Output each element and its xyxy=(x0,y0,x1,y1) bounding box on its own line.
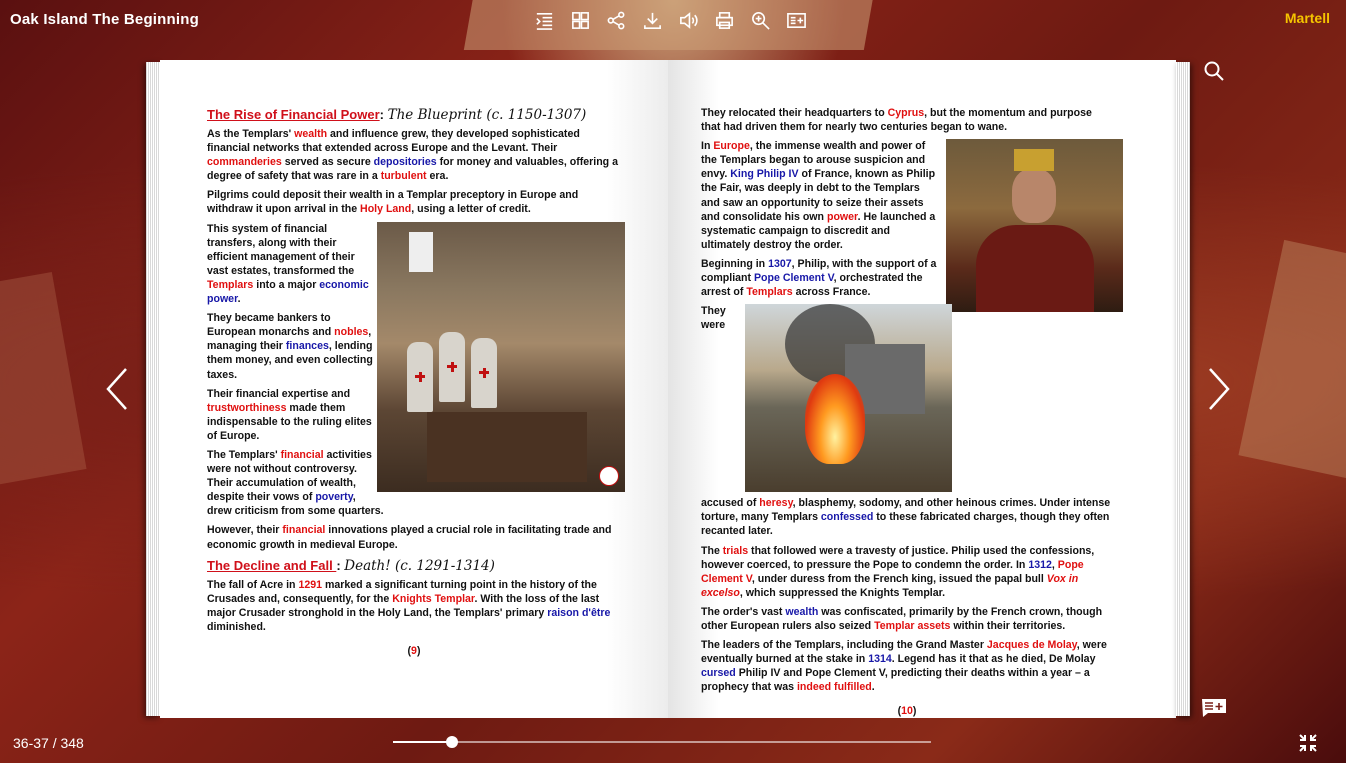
download-icon[interactable] xyxy=(640,8,665,33)
paragraph: The trials that followed were a travesty of justice. Philip used the confessions, however coerced, to pressure the Pope to condemn the order. In 1312, Pope Clement V, under duress from the French king, issued the papal bull Vox in excelso, which suppressed the Knights Templar. xyxy=(701,544,1095,599)
comment-icon[interactable] xyxy=(1201,698,1227,718)
heading-subtitle: Death! (c. 1291-1314) xyxy=(344,557,495,574)
sound-icon[interactable] xyxy=(676,8,701,33)
share-icon[interactable] xyxy=(604,8,629,33)
paragraph: The order's vast wealth was confiscated, primarily by the French crown, though other European rulers also seized Templar assets within their territories. xyxy=(701,605,1103,632)
search-icon[interactable] xyxy=(1203,60,1225,82)
page-indicator: 36-37 / 348 xyxy=(13,735,84,751)
print-icon[interactable] xyxy=(712,8,737,33)
paragraph: The fall of Acre in 1291 marked a significant turning point in the history of the Crusades and, consequently, for the Knights Templar. With the loss of the last major Crusader stronghold in the Holy Land, the Templars' primary raison d'être diminished. xyxy=(207,578,611,633)
page-number: (9) xyxy=(407,645,421,657)
knight-figure xyxy=(439,332,465,402)
add-bookmark-icon[interactable] xyxy=(784,8,809,33)
left-page[interactable] xyxy=(160,60,668,718)
robe-shape xyxy=(976,225,1094,312)
heading-colon: : xyxy=(336,557,345,573)
exit-fullscreen-icon[interactable] xyxy=(1297,732,1319,754)
fire-shape xyxy=(805,374,865,464)
page-slider-fill xyxy=(393,741,452,743)
page-slider-handle[interactable] xyxy=(446,736,458,748)
section-heading xyxy=(207,106,621,124)
heading-colon: : xyxy=(379,107,388,122)
heading-title: The Rise of Financial Power xyxy=(207,107,380,122)
table-of-contents-icon[interactable] xyxy=(532,8,557,33)
paragraph: The Templars' financial activities were not without controversy. Their accumulation of wealth, despite their vows of poverty, drew criticism from some quarters. xyxy=(207,448,384,518)
heading-title: The Decline and Fall xyxy=(207,557,337,573)
paragraph: As the Templars' wealth and influence grew, they developed sophisticated financial networks that extended across Europe and the Levant. Their commanderies served as secure depositories for money and valuables, offering a degree of safety that was rare in a turbulent era. xyxy=(207,128,618,183)
book-title: Oak Island The Beginning xyxy=(10,11,199,28)
flipbook xyxy=(146,60,1190,718)
right-page[interactable] xyxy=(668,60,1176,718)
king-philip-portrait xyxy=(946,139,1123,312)
knight-figure xyxy=(471,338,497,408)
banner-image xyxy=(409,232,433,272)
paragraph: They were accused of heresy, blasphemy, sodomy, and other heinous crimes. Under intense torture, many Templars confessed to these fabricated charges, though they often recanted later. xyxy=(701,305,1111,538)
paragraph: Pilgrims could deposit their wealth in a Templar preceptory in Europe and withdraw it upon arrival in the Holy Land, using a letter of credit. xyxy=(207,189,579,216)
toolbar xyxy=(532,8,809,33)
paragraph: In Europe, the immense wealth and power of the Templars began to arouse suspicion and envy. King Philip IV of France, known as Philip the Fair, was deeply in debt to the Templars and saw an opportunity to seize their assets and consolidate his own power. He launched a systematic campaign to discredit and ultimately destroy the order. xyxy=(701,140,936,251)
page-number: (10) xyxy=(897,705,917,718)
zoom-icon[interactable] xyxy=(748,8,773,33)
paragraph: However, their financial innovations played a crucial role in facilitating trade and economic growth in medieval Europe. xyxy=(207,524,612,551)
previous-page-button[interactable] xyxy=(102,365,132,413)
face-shape xyxy=(1012,169,1056,223)
paragraph: They became bankers to European monarchs and nobles, managing their finances, lending them money, and even collecting taxes. xyxy=(207,312,373,381)
background-cross xyxy=(1238,240,1346,480)
thumbnails-icon[interactable] xyxy=(568,8,593,33)
section-heading xyxy=(207,557,621,575)
heading-subtitle: The Blueprint (c. 1150-1307) xyxy=(387,107,587,123)
crown-icon xyxy=(1014,149,1054,171)
background-cross xyxy=(0,272,87,488)
paragraph: The leaders of the Templars, including the Grand Master Jacques de Molay, were eventually burned at the stake in 1314. Legend has it that as he died, De Molay cursed Philip IV and Pope Clement V, predicting their deaths within a year – a prophecy that was indeed fulfilled. xyxy=(701,639,1107,694)
paragraph: They relocated their headquarters to Cyprus, but the momentum and purpose that had driven them for nearly two centuries began to wane. xyxy=(701,107,1092,134)
counting-table xyxy=(427,412,587,482)
page-stack-left xyxy=(146,62,160,716)
page-stack-right xyxy=(1176,62,1190,716)
templar-bankers-illustration xyxy=(377,222,625,492)
paragraph: This system of financial transfers, along with their efficient management of their vast estates, transformed the Templars into a major economic power. xyxy=(207,222,369,306)
paragraph: Beginning in 1307, Philip, with the support of a compliant Pope Clement V, orchestrated the arrest of Templars across France. xyxy=(701,257,937,299)
brand-name[interactable]: Martell xyxy=(1284,10,1330,26)
burning-at-stake-illustration xyxy=(745,304,952,492)
templar-seal-icon xyxy=(599,466,619,486)
paragraph: Their financial expertise and trustworthiness made them indispensable to the ruling elites of Europe. xyxy=(207,387,372,442)
next-page-button[interactable] xyxy=(1204,365,1234,413)
knight-figure xyxy=(407,342,433,412)
page-slider[interactable] xyxy=(393,741,931,743)
